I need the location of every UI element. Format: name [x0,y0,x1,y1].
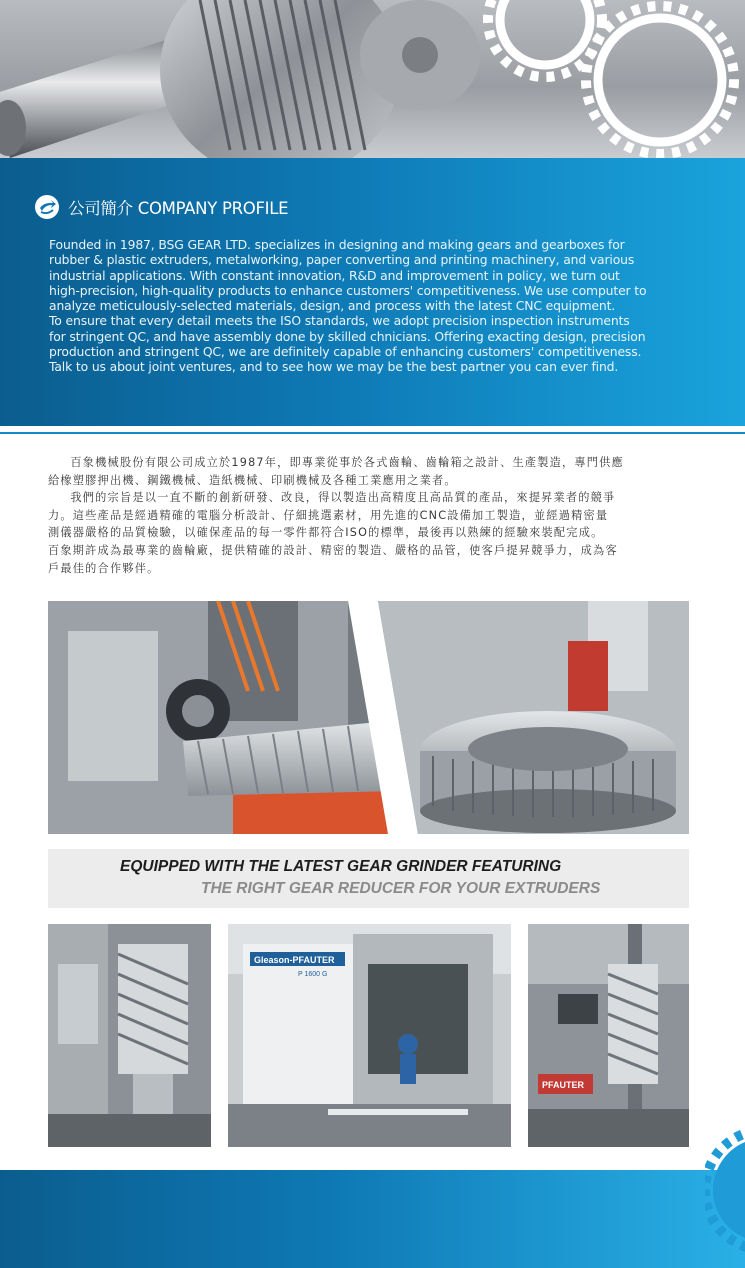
brand-plate: PFAUTER [542,1080,585,1090]
helical-shaft-photo [48,924,211,1147]
intro-en-line: industrial applications. With constant innovation, R&D and improvement in policy, we turn out [49,267,620,283]
intro-chinese [48,454,696,577]
factory-photo-gear-measure [528,924,689,1147]
intro-en-line: for stringent QC, and have assembly done by skilled chnicians. Offering exacting design, precision [49,328,646,344]
intro-zh-line: 測儀器嚴格的品質檢驗，以確保產品的每一零件都符合ISO的標準，最後再以熟練的經驗來裝配完成。 [48,526,604,540]
intro-zh-line: 我們的宗旨是以一直不斷的創新研發、改良，得以製造出高精度且高品質的產品，來提昇業者的競爭 [70,491,616,505]
banner-headline: EQUIPPED WITH THE LATEST GEAR GRINDER FEATURING [120,858,562,875]
machine-model-label: P 1600 G [298,971,328,978]
page-title: 公司簡介 COMPANY PROFILE [68,199,289,218]
intro-en-line: rubber & plastic extruders, metalworking, paper converting and printing machinery, and various [49,252,635,268]
section-title [34,194,288,220]
footer-band [0,1170,745,1268]
intro-zh-line: 力。這些產品是經過精確的電腦分析設計、仔細挑選素材，用先進的CNC設備加工製造，並經過精密量 [48,508,609,522]
banner-subheadline: THE RIGHT GEAR REDUCER FOR YOUR EXTRUDERS [201,880,601,897]
intro-en-line: Founded in 1987, BSG GEAR LTD. specializes in designing and making gears and gearboxes for [49,237,625,252]
intro-en-line: Talk to us about joint ventures, and to see how we may be the best partner you can ever find. [49,359,619,375]
factory-photo-main [48,601,689,834]
intro-zh-line: 給橡塑膠押出機、鋼鐵機械、造紙機械、印刷機械及各種工業應用之業者。 [48,473,457,487]
header-photo [0,0,745,158]
intro-en-line: production and stringent QC, we are definitely capable of enhancing customers' competitiveness. [49,344,642,360]
intro-zh-line: 戶最佳的合作夥伴。 [48,561,160,575]
factory-photo-cnc-machine [228,924,511,1147]
factory-photo-gear-shaft [48,924,211,1147]
gear-grinder-photo [48,601,689,834]
gleason-pfauter-photo [228,924,511,1147]
divider [0,432,745,434]
gear-inspection-photo [528,924,689,1147]
intro-en-line: analyze meticulously-selected materials, design, and process with the latest CNC equipment. [49,298,616,314]
intro-zh-line: 百象機械股份有限公司成立於1987年，即專業從事於各式齒輪、齒輪箱之設計、生產製造，專門供應 [70,456,624,469]
machine-brand-label: Gleason-PFAUTER [254,955,335,965]
intro-zh-line: 百象期許成為最專業的齒輪廠，提供精確的設計、精密的製造、嚴格的品管，使客戶提昇競爭力，成為客 [48,543,618,557]
gear-shaft-illustration [0,0,745,158]
intro-english [49,237,719,375]
gear-arrow-icon [34,194,60,220]
intro-en-line: To ensure that every detail meets the ISO standards, we adopt precision inspection instruments [49,313,630,329]
intro-en-line: high-precision, high-quality products to enhance customers' competitiveness. We use computer to [49,282,647,298]
gear-decoration-icon [705,1130,745,1268]
